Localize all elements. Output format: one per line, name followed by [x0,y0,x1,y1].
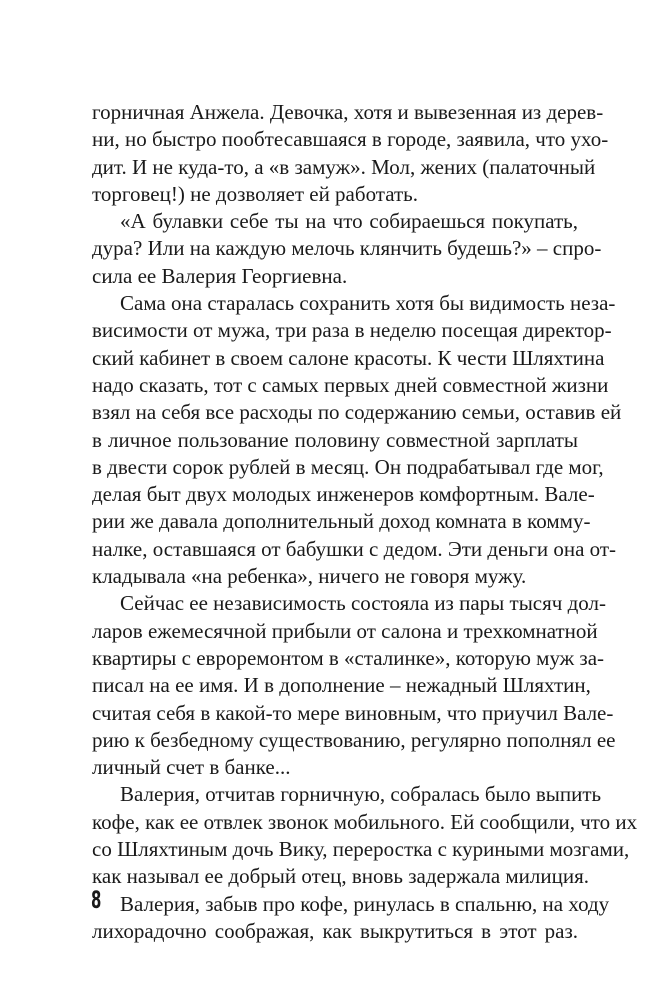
text-line: в двести сорок рублей в месяц. Он подрабатывал где мог, [92,454,604,479]
text-line: Сейчас ее независимость состояла из пары тысяч дол- [120,591,606,616]
text-line: Сама она старалась сохранить хотя бы видимость неза- [120,291,616,316]
text-line: ни, но быстро пообтесавшаяся в городе, заявила, что ухо- [92,127,609,152]
text-line: рии же давала дополнительный доход комната в комму- [92,509,591,534]
text-line: торговец!) не дозволяет ей работать. [92,181,419,206]
text-line: ларов ежемесячной прибыли от салона и трехкомнатной [92,618,598,643]
page-text [92,99,638,945]
text-line: налке, оставшаяся от бабушки с дедом. Эти деньги она от- [92,536,617,561]
text-line: рию к безбедному существованию, регулярно пополнял ее [92,727,616,752]
page-number: 8 [91,886,102,914]
text-line: висимости от мужа, три раза в неделю посещая директор- [92,318,612,343]
text-line: кладывала «на ребенка», ничего не говоря мужу. [92,564,527,589]
text-line: дит. И не куда-то, а «в замуж». Мол, жених (палаточный [92,154,596,179]
text-line: горничная Анжела. Девочка, хотя и вывезенная из дерев- [92,100,604,124]
text-line: Валерия, забыв про кофе, ринулась в спальню, на ходу [120,891,610,916]
text-line: Валерия, отчитав горничную, собралась было выпить [120,782,602,807]
text-line: сила ее Валерия Георгиевна. [92,263,348,288]
text-line: взял на себя все расходы по содержанию семьи, оставив ей [92,400,622,425]
text-line: личный счет в банке... [92,755,291,780]
text-line: «А булавки себе ты на что собираешься покупать, [120,209,578,234]
text-line: лихорадочно соображая, как выкрутиться в этот раз. [92,918,578,943]
text-line: дура? Или на каждую мелочь клянчить будешь?» – спро- [92,236,602,261]
text-line: в личное пользование половину совместной зарплаты [92,427,578,452]
text-line: как называл ее добрый отец, вновь задержала милиция. [92,864,590,889]
text-line: кофе, как ее отвлек звонок мобильного. Ей сообщили, что их [92,809,638,834]
text-line: делая быт двух молодых инженеров комфортным. Вале- [92,482,595,507]
text-line: квартиры с евроремонтом в «сталинке», которую муж за- [92,645,605,670]
text-line: надо сказать, тот с самых первых дней совместной жизни [92,372,609,397]
text-line: со Шляхтиным дочь Вику, переростка с куриными мозгами, [92,837,630,862]
text-line: ский кабинет в своем салоне красоты. К чести Шляхтина [92,345,605,370]
text-line: писал на ее имя. И в дополнение – нежадный Шляхтин, [92,673,591,698]
text-line: считая себя в какой-то мере виновным, что приучил Вале- [92,700,614,725]
